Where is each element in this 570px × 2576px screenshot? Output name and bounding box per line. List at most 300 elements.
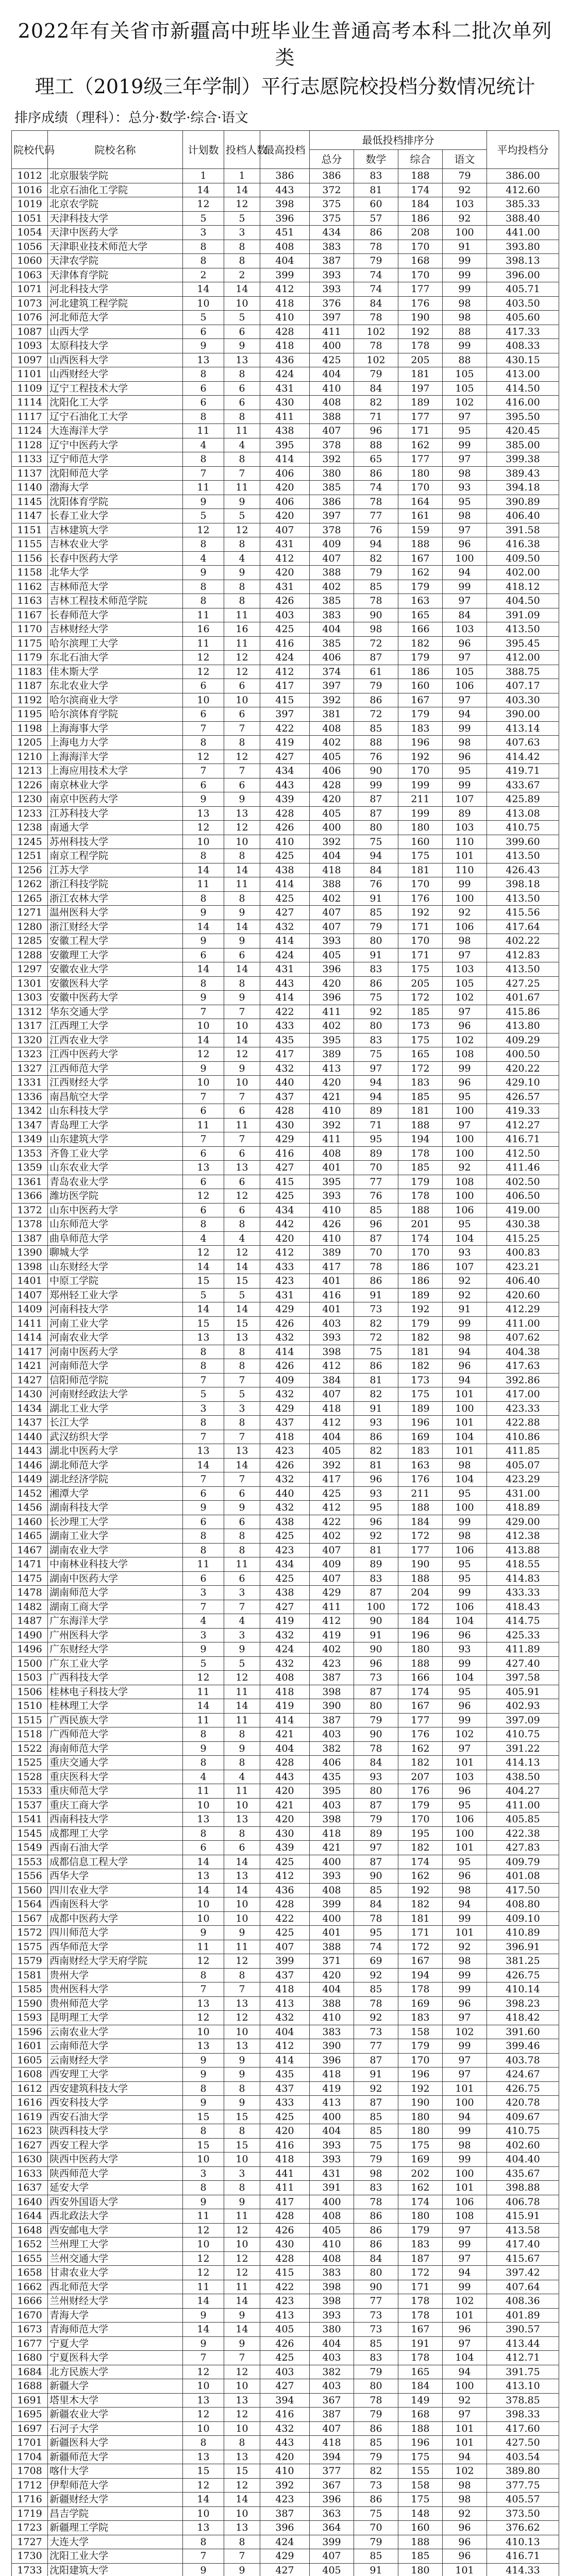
- cell-code: 1073: [12, 296, 48, 311]
- table-row: [12, 1671, 559, 1685]
- cell-avg: 410.89: [487, 1926, 559, 1940]
- cell-chinese: 97: [443, 2408, 487, 2422]
- table-row: [12, 2209, 559, 2224]
- cell-comp: 175: [398, 1033, 443, 1047]
- cell-name: 哈尔滨商业大学: [48, 693, 183, 707]
- cell-total: 404: [310, 1982, 354, 1997]
- cell-comp: 175: [398, 849, 443, 863]
- cell-filed: 7: [224, 721, 260, 736]
- cell-math: 86: [354, 2421, 398, 2436]
- cell-avg: 412.00: [487, 651, 559, 665]
- cell-math: 87: [354, 792, 398, 807]
- cell-total: 418: [310, 863, 354, 877]
- cell-name: 河南师范大学: [48, 1359, 183, 1374]
- cell-name: 南京林业大学: [48, 778, 183, 792]
- cell-math: 85: [354, 1982, 398, 1997]
- cell-avg: 409.79: [487, 1855, 559, 1869]
- cell-max: 407: [260, 1940, 310, 1954]
- cell-code: 1359: [12, 1161, 48, 1175]
- cell-avg: 403.78: [487, 2053, 559, 2067]
- table-row: [12, 1685, 559, 1699]
- cell-chinese: 94: [443, 1373, 487, 1387]
- cell-plan: 6: [183, 1146, 224, 1161]
- cell-math: 94: [354, 849, 398, 863]
- cell-max: 433: [260, 1260, 310, 1274]
- cell-total: 405: [310, 948, 354, 962]
- cell-comp: 188: [398, 2535, 443, 2549]
- cell-filed: 5: [224, 509, 260, 523]
- cell-math: 78: [354, 1260, 398, 1274]
- cell-total: 401: [310, 1274, 354, 1289]
- cell-code: 1051: [12, 211, 48, 226]
- cell-max: 428: [260, 1756, 310, 1770]
- cell-name: 沈阳建筑大学: [48, 2563, 183, 2576]
- cell-comp: 160: [398, 679, 443, 693]
- table-row: [12, 679, 559, 693]
- cell-math: 78: [354, 1911, 398, 1926]
- cell-filed: 8: [224, 1345, 260, 1359]
- cell-code: 1256: [12, 863, 48, 877]
- cell-avg: 398.88: [487, 2181, 559, 2195]
- cell-chinese: 96: [443, 1996, 487, 2011]
- cell-max: 423: [260, 1444, 310, 1459]
- cell-filed: 10: [224, 1798, 260, 1812]
- table-row: [12, 2138, 559, 2153]
- cell-max: 420: [260, 566, 310, 580]
- cell-max: 397: [260, 707, 310, 722]
- cell-code: 1506: [12, 1685, 48, 1699]
- cell-math: 78: [354, 1741, 398, 1756]
- cell-code: 1361: [12, 1175, 48, 1189]
- cell-code: 1704: [12, 2450, 48, 2464]
- table-row: [12, 2153, 559, 2167]
- cell-math: 76: [354, 877, 398, 892]
- cell-chinese: 94: [443, 1897, 487, 1912]
- cell-avg: 392.86: [487, 1373, 559, 1387]
- cell-filed: 11: [224, 1713, 260, 1727]
- cell-max: 428: [260, 2209, 310, 2224]
- cell-max: 420: [260, 509, 310, 523]
- cell-name: 河南财经政法大学: [48, 1387, 183, 1402]
- cell-comp: 179: [398, 1175, 443, 1189]
- cell-filed: 1: [224, 169, 260, 183]
- cell-total: 398: [310, 2294, 354, 2309]
- cell-math: 91: [354, 948, 398, 962]
- cell-max: 422: [260, 1911, 310, 1926]
- cell-total: 407: [310, 1571, 354, 1586]
- cell-plan: 16: [183, 622, 224, 637]
- cell-plan: 6: [183, 1175, 224, 1189]
- cell-total: 388: [310, 410, 354, 424]
- cell-max: 419: [260, 1699, 310, 1714]
- cell-plan: 12: [183, 1671, 224, 1685]
- cell-chinese: 95: [443, 1090, 487, 1104]
- table-header-row: [12, 131, 559, 150]
- cell-total: 396: [310, 991, 354, 1005]
- cell-max: 426: [260, 2336, 310, 2351]
- cell-avg: 413.58: [487, 2223, 559, 2238]
- cell-plan: 13: [183, 1996, 224, 2011]
- cell-name: 东北石油大学: [48, 651, 183, 665]
- cell-code: 1533: [12, 1784, 48, 1799]
- cell-plan: 12: [183, 2408, 224, 2422]
- cell-max: 432: [260, 1472, 310, 1487]
- cell-avg: 395.45: [487, 636, 559, 651]
- cell-avg: 430.15: [487, 353, 559, 367]
- cell-total: 398: [310, 1685, 354, 1699]
- cell-max: 416: [260, 2138, 310, 2153]
- cell-name: 西华师范大学: [48, 1940, 183, 1954]
- table-row: [12, 2110, 559, 2124]
- cell-max: 432: [260, 1061, 310, 1076]
- table-row: [12, 1217, 559, 1232]
- cell-comp: 177: [398, 1713, 443, 1727]
- cell-code: 1510: [12, 1699, 48, 1714]
- cell-max: 415: [260, 1175, 310, 1189]
- cell-comp: 170: [398, 2053, 443, 2067]
- cell-chinese: 102: [443, 2025, 487, 2039]
- cell-name: 东北农业大学: [48, 679, 183, 693]
- cell-avg: 423.29: [487, 1472, 559, 1487]
- cell-code: 1596: [12, 2025, 48, 2039]
- cell-max: 414: [260, 2053, 310, 2067]
- cell-name: 辽宁工程技术大学: [48, 381, 183, 396]
- cell-name: 云南师范大学: [48, 2039, 183, 2054]
- cell-name: 安徽医科大学: [48, 976, 183, 991]
- cell-comp: 185: [398, 1090, 443, 1104]
- cell-filed: 10: [224, 1019, 260, 1033]
- cell-math: 85: [354, 1203, 398, 1217]
- cell-math: 92: [354, 1529, 398, 1544]
- cell-code: 1581: [12, 1968, 48, 1982]
- cell-filed: 3: [224, 1586, 260, 1600]
- cell-filed: 8: [224, 2436, 260, 2450]
- cell-plan: 10: [183, 693, 224, 707]
- cell-filed: 3: [224, 2166, 260, 2181]
- cell-comp: 201: [398, 1217, 443, 1232]
- cell-total: 410: [310, 381, 354, 396]
- cell-filed: 13: [224, 353, 260, 367]
- cell-math: 73: [354, 2025, 398, 2039]
- cell-name: 长沙理工大学: [48, 1515, 183, 1529]
- cell-plan: 8: [183, 1826, 224, 1841]
- cell-max: 412: [260, 282, 310, 297]
- cell-total: 392: [310, 1458, 354, 1472]
- table-row: [12, 495, 559, 509]
- table-row: [12, 849, 559, 863]
- cell-chinese: 101: [443, 2181, 487, 2195]
- cell-max: 428: [260, 1104, 310, 1118]
- cell-plan: 8: [183, 1217, 224, 1232]
- cell-name: 山东建筑大学: [48, 1132, 183, 1147]
- cell-avg: 409.29: [487, 1033, 559, 1047]
- cell-max: 395: [260, 438, 310, 452]
- cell-avg: 415.56: [487, 906, 559, 920]
- cell-max: 443: [260, 976, 310, 991]
- cell-max: 430: [260, 2238, 310, 2252]
- cell-chinese: 108: [443, 1175, 487, 1189]
- cell-name: 重庆医科大学: [48, 1770, 183, 1784]
- cell-name: 河南科技大学: [48, 1302, 183, 1317]
- cell-avg: 405.91: [487, 1685, 559, 1699]
- table-row: [12, 1841, 559, 1855]
- cell-chinese: 95: [443, 495, 487, 509]
- cell-plan: 12: [183, 2266, 224, 2280]
- cell-total: 400: [310, 1855, 354, 1869]
- cell-avg: 420.45: [487, 424, 559, 438]
- cell-plan: 15: [183, 2138, 224, 2153]
- cell-plan: 15: [183, 2110, 224, 2124]
- cell-math: 82: [354, 396, 398, 410]
- cell-filed: 12: [224, 1954, 260, 1969]
- cell-chinese: 101: [443, 1841, 487, 1855]
- cell-name: 贵州医科大学: [48, 1982, 183, 1997]
- cell-name: 延安大学: [48, 2181, 183, 2195]
- cell-comp: 170: [398, 1812, 443, 1827]
- cell-avg: 388.40: [487, 211, 559, 226]
- cell-filed: 13: [224, 806, 260, 821]
- cell-max: 428: [260, 806, 310, 821]
- cell-name: 石河子大学: [48, 2421, 183, 2436]
- cell-comp: 162: [398, 1741, 443, 1756]
- cell-filed: 12: [224, 523, 260, 537]
- cell-total: 400: [310, 821, 354, 835]
- cell-code: 1109: [12, 381, 48, 396]
- cell-total: 403: [310, 1727, 354, 1742]
- cell-code: 1411: [12, 1316, 48, 1331]
- cell-plan: 4: [183, 1231, 224, 1246]
- cell-filed: 9: [224, 1642, 260, 1657]
- cell-math: 91: [354, 1401, 398, 1416]
- cell-chinese: 98: [443, 1883, 487, 1897]
- cell-code: 1016: [12, 183, 48, 197]
- cell-filed: 14: [224, 1883, 260, 1897]
- cell-filed: 14: [224, 2294, 260, 2309]
- cell-plan: 6: [183, 325, 224, 339]
- cell-name: 云南农业大学: [48, 2025, 183, 2039]
- cell-max: 410: [260, 2464, 310, 2479]
- cell-plan: 9: [183, 2053, 224, 2067]
- cell-name: 桂林理工大学: [48, 1699, 183, 1714]
- cell-comp: 192: [398, 2081, 443, 2096]
- cell-max: 432: [260, 1501, 310, 1515]
- table-row: [12, 2549, 559, 2564]
- cell-avg: 403.50: [487, 296, 559, 311]
- cell-code: 1652: [12, 2238, 48, 2252]
- table-row: [12, 240, 559, 254]
- cell-filed: 14: [224, 962, 260, 977]
- cell-comp: 178: [398, 2308, 443, 2323]
- cell-math: 85: [354, 721, 398, 736]
- cell-max: 435: [260, 2067, 310, 2082]
- cell-plan: 7: [183, 1982, 224, 1997]
- cell-name: 青海大学: [48, 2308, 183, 2323]
- cell-max: 434: [260, 1203, 310, 1217]
- cell-chinese: 105: [443, 381, 487, 396]
- cell-name: 新疆农业大学: [48, 2408, 183, 2422]
- cell-math: 91: [354, 891, 398, 906]
- cell-chinese: 94: [443, 2266, 487, 2280]
- cell-chinese: 92: [443, 906, 487, 920]
- cell-chinese: 96: [443, 2549, 487, 2564]
- cell-math: 74: [354, 481, 398, 495]
- table-row: [12, 991, 559, 1005]
- cell-filed: 10: [224, 2025, 260, 2039]
- cell-name: 重庆师范大学: [48, 1784, 183, 1799]
- cell-comp: 170: [398, 268, 443, 282]
- cell-chinese: 104: [443, 1671, 487, 1685]
- cell-filed: 14: [224, 1699, 260, 1714]
- cell-name: 大连大学: [48, 2535, 183, 2549]
- cell-total: 380: [310, 2323, 354, 2337]
- cell-filed: 6: [224, 1146, 260, 1161]
- table-row: [12, 1373, 559, 1387]
- cell-name: 新疆师范大学: [48, 2450, 183, 2464]
- cell-chinese: 101: [443, 1387, 487, 1402]
- cell-max: 432: [260, 1331, 310, 1345]
- cell-filed: 7: [224, 1005, 260, 1019]
- cell-total: 392: [310, 693, 354, 707]
- cell-comp: 172: [398, 991, 443, 1005]
- cell-code: 1336: [12, 1090, 48, 1104]
- cell-name: 天津科技大学: [48, 211, 183, 226]
- cell-total: 398: [310, 1812, 354, 1827]
- cell-avg: 413.10: [487, 2379, 559, 2394]
- cell-code: 1585: [12, 1982, 48, 1997]
- cell-filed: 7: [224, 1090, 260, 1104]
- cell-filed: 6: [224, 948, 260, 962]
- cell-filed: 8: [224, 537, 260, 552]
- cell-code: 1701: [12, 2436, 48, 2450]
- cell-max: 398: [260, 197, 310, 212]
- cell-total: 407: [310, 551, 354, 566]
- cell-comp: 176: [398, 1727, 443, 1742]
- cell-plan: 14: [183, 282, 224, 297]
- cell-total: 420: [310, 1968, 354, 1982]
- cell-avg: 407.62: [487, 1331, 559, 1345]
- cell-math: 76: [354, 750, 398, 764]
- cell-name: 郑州轻工业大学: [48, 1288, 183, 1302]
- cell-total: 394: [310, 2450, 354, 2464]
- cell-comp: 195: [398, 1826, 443, 1841]
- cell-plan: 4: [183, 1614, 224, 1629]
- cell-name: 浙江农林大学: [48, 891, 183, 906]
- cell-code: 1449: [12, 1472, 48, 1487]
- cell-name: 西安科技大学: [48, 2096, 183, 2110]
- cell-code: 1623: [12, 2124, 48, 2139]
- cell-math: 80: [354, 1019, 398, 1033]
- cell-chinese: 101: [443, 1756, 487, 1770]
- cell-avg: 396.91: [487, 1940, 559, 1954]
- cell-plan: 9: [183, 2195, 224, 2209]
- cell-comp: 182: [398, 1359, 443, 1374]
- cell-comp: 185: [398, 1161, 443, 1175]
- cell-comp: 171: [398, 1926, 443, 1940]
- cell-plan: 12: [183, 750, 224, 764]
- cell-plan: 15: [183, 1274, 224, 1289]
- cell-plan: 9: [183, 2336, 224, 2351]
- cell-comp: 176: [398, 296, 443, 311]
- cell-math: 85: [354, 2549, 398, 2564]
- table-row: [12, 1146, 559, 1161]
- cell-avg: 373.50: [487, 2506, 559, 2521]
- cell-avg: 405.71: [487, 282, 559, 297]
- cell-name: 西安石油大学: [48, 2110, 183, 2124]
- cell-name: 山东中医药大学: [48, 1203, 183, 1217]
- cell-code: 1644: [12, 2209, 48, 2224]
- cell-filed: 6: [224, 1841, 260, 1855]
- cell-max: 387: [260, 2506, 310, 2521]
- cell-plan: 9: [183, 934, 224, 948]
- cell-comp: 192: [398, 1302, 443, 1317]
- cell-max: 431: [260, 381, 310, 396]
- cell-plan: 9: [183, 1061, 224, 1076]
- cell-total: 385: [310, 481, 354, 495]
- cell-chinese: 100: [443, 2379, 487, 2394]
- cell-avg: 424.67: [487, 2067, 559, 2082]
- cell-comp: 170: [398, 877, 443, 892]
- cell-max: 426: [260, 2223, 310, 2238]
- cell-name: 重庆工商大学: [48, 1798, 183, 1812]
- table-body: [12, 169, 559, 2576]
- cell-chinese: 96: [443, 1019, 487, 1033]
- cell-math: 86: [354, 2238, 398, 2252]
- cell-code: 1528: [12, 1770, 48, 1784]
- table-row: [12, 1345, 559, 1359]
- cell-max: 410: [260, 311, 310, 325]
- cell-chinese: 98: [443, 2138, 487, 2153]
- cell-filed: 4: [224, 551, 260, 566]
- cell-code: 1579: [12, 1954, 48, 1969]
- cell-filed: 9: [224, 2067, 260, 2082]
- cell-filed: 13: [224, 1812, 260, 1827]
- cell-plan: 8: [183, 976, 224, 991]
- table-row: [12, 1656, 559, 1671]
- cell-filed: 13: [224, 1996, 260, 2011]
- cell-plan: 8: [183, 410, 224, 424]
- cell-chinese: 97: [443, 523, 487, 537]
- cell-total: 413: [310, 1061, 354, 1076]
- cell-comp: 171: [398, 920, 443, 934]
- cell-math: 98: [354, 2166, 398, 2181]
- cell-math: 87: [354, 806, 398, 821]
- cell-chinese: 100: [443, 551, 487, 566]
- cell-math: 81: [354, 183, 398, 197]
- cell-math: 85: [354, 2436, 398, 2450]
- cell-math: 79: [354, 2535, 398, 2549]
- table-row: [12, 296, 559, 311]
- cell-math: 80: [354, 821, 398, 835]
- cell-avg: 407.63: [487, 736, 559, 750]
- cell-name: 上海电力大学: [48, 736, 183, 750]
- cell-max: 424: [260, 948, 310, 962]
- cell-chinese: 96: [443, 2535, 487, 2549]
- cell-math: 79: [354, 367, 398, 382]
- cell-math: 83: [354, 2351, 398, 2365]
- cell-code: 1097: [12, 353, 48, 367]
- cell-plan: 10: [183, 1911, 224, 1926]
- cell-total: 392: [310, 1118, 354, 1132]
- cell-chinese: 102: [443, 1033, 487, 1047]
- cell-filed: 6: [224, 325, 260, 339]
- cell-total: 382: [310, 1741, 354, 1756]
- cell-avg: 417.40: [487, 2238, 559, 2252]
- cell-code: 1633: [12, 2166, 48, 2181]
- cell-math: 79: [354, 2365, 398, 2379]
- cell-total: 398: [310, 2280, 354, 2294]
- cell-chinese: 110: [443, 835, 487, 849]
- cell-total: 375: [310, 197, 354, 212]
